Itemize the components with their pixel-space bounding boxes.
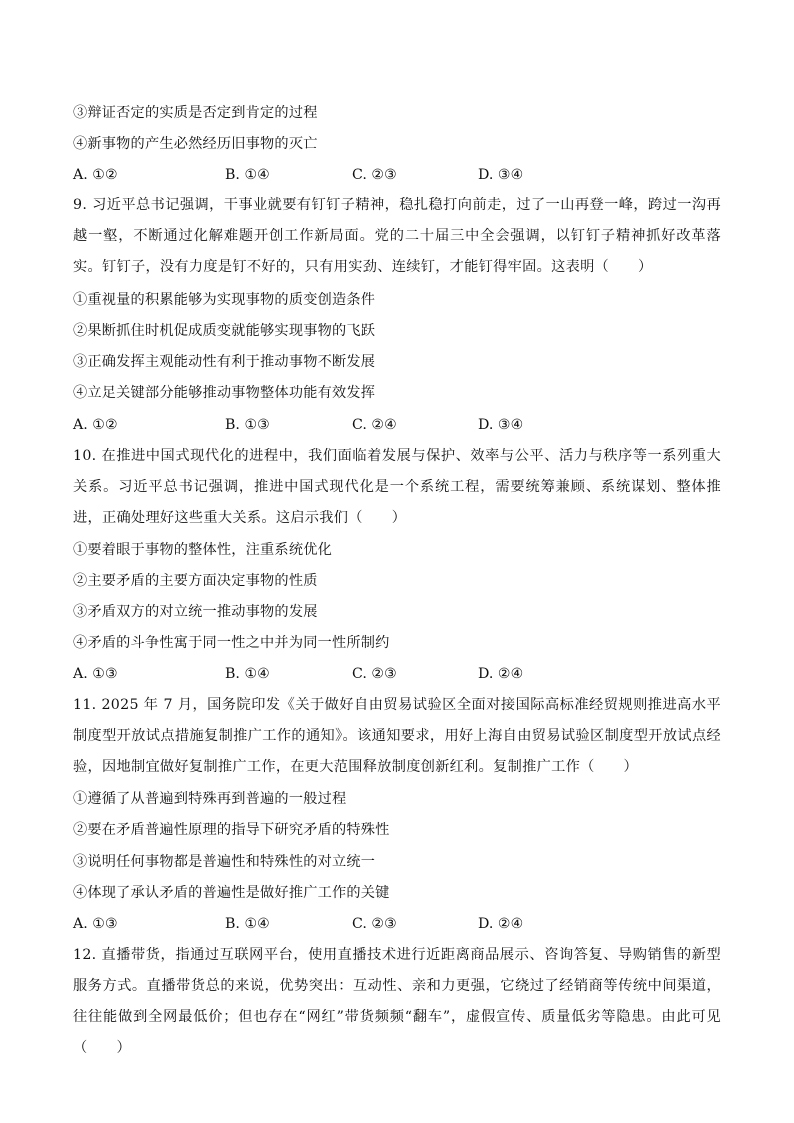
q11-option-b[interactable]: B. ①④: [225, 916, 270, 932]
q9-options: [73, 415, 723, 435]
q9-statement-1: ①重视量的积累能够为实现事物的质变创造条件: [73, 292, 376, 308]
q10-option-d[interactable]: D. ②④: [478, 666, 524, 682]
q10-statement-3: ③矛盾双方的对立统一推动事物的发展: [73, 604, 318, 620]
q11-statement-1: ①遵循了从普遍到特殊再到普遍的一般过程: [73, 791, 347, 807]
q11-statement-3: ③说明任何事物都是普遍性和特殊性的对立统一: [73, 854, 376, 870]
q8-option-c[interactable]: C. ②③: [352, 167, 397, 183]
q8-option-a[interactable]: A. ①②: [73, 167, 118, 183]
q9-statement-4: ④立足关键部分能够推动事物整体功能有效发挥: [73, 385, 376, 401]
q10-statement-2: ②主要矛盾的主要方面决定事物的性质: [73, 573, 318, 589]
q10-statement-1: ①要着眼于事物的整体性，注重系统优化: [73, 542, 332, 558]
q12-stem: 12. 直播带货，指通过互联网平台，使用直播技术进行近距离商品展示、咨询答复、导购销售的新型服务方式。直播带货总的来说，优势突出：互动性、亲和力更强，它绕过了经销商等传统中间渠道，往往能做到全网最低价；但也存在“网红”带货频频“翻车”，虚假宣传、质量低劣等隐患。由此可见（ ）: [73, 947, 721, 1056]
q10-option-c[interactable]: C. ②③: [352, 666, 397, 682]
q8-option-d[interactable]: D. ③④: [478, 167, 524, 183]
q11-statement-4: ④体现了承认矛盾的普遍性是做好推广工作的关键: [73, 885, 390, 901]
q11-options: [73, 914, 723, 934]
q8-options: [73, 165, 723, 185]
q11-option-a[interactable]: A. ①③: [73, 916, 118, 932]
q9-statement-2: ②果断抓住时机促成质变就能够实现事物的飞跃: [73, 323, 376, 339]
q9-stem: 9. 习近平总书记强调，干事业就要有钉钉子精神，稳扎稳打向前走，过了一山再登一峰，跨过一沟再越一壑，不断通过化解难题开创工作新局面。党的二十届三中全会强调，以钉钉子精神抓好改革落实。钉钉子，没有力度是钉不好的，只有用实劲、连续钉，才能钉得牢固。这表明（ ）: [73, 197, 721, 275]
q10-statement-4: ④矛盾的斗争性寓于同一性之中并为同一性所制约: [73, 635, 390, 651]
q11-statement-2: ②要在矛盾普遍性原理的指导下研究矛盾的特殊性: [73, 822, 390, 838]
q11-option-c[interactable]: C. ②③: [352, 916, 397, 932]
q10-option-a[interactable]: A. ①③: [73, 666, 118, 682]
q9-statement-3: ③正确发挥主观能动性有利于推动事物不断发展: [73, 354, 376, 370]
q11-stem: 11. 2025 年 7 月，国务院印发《关于做好自由贸易试验区全面对接国际高标准经贸规则推进高水平制度型开放试点措施复制推广工作的通知》。该通知要求，用好上海自由贸易试验区制度型开放试点经验，因地制宜做好复制推广工作，在更大范围释放制度创新红利。复制推广工作（ ）: [73, 697, 721, 775]
q11-option-d[interactable]: D. ②④: [478, 916, 524, 932]
q8-statement-4: ④新事物的产生必然经历旧事物的灭亡: [73, 136, 318, 152]
q8-statement-3: ③辩证否定的实质是否定到肯定的过程: [73, 105, 318, 121]
q10-options: [73, 664, 723, 684]
q10-option-b[interactable]: B. ①④: [225, 666, 270, 682]
q9-option-a[interactable]: A. ①②: [73, 417, 118, 433]
q9-option-b[interactable]: B. ①③: [225, 417, 270, 433]
q8-option-b[interactable]: B. ①④: [225, 167, 270, 183]
q9-option-c[interactable]: C. ②④: [352, 417, 397, 433]
q10-stem: 10. 在推进中国式现代化的进程中，我们面临着发展与保护、效率与公平、活力与秩序等一系列重大关系。习近平总书记强调，推进中国式现代化是一个系统工程，需要统筹兼顾、系统谋划、整体推进，正确处理好这些重大关系。这启示我们（ ）: [73, 448, 721, 526]
q9-option-d[interactable]: D. ③④: [478, 417, 524, 433]
